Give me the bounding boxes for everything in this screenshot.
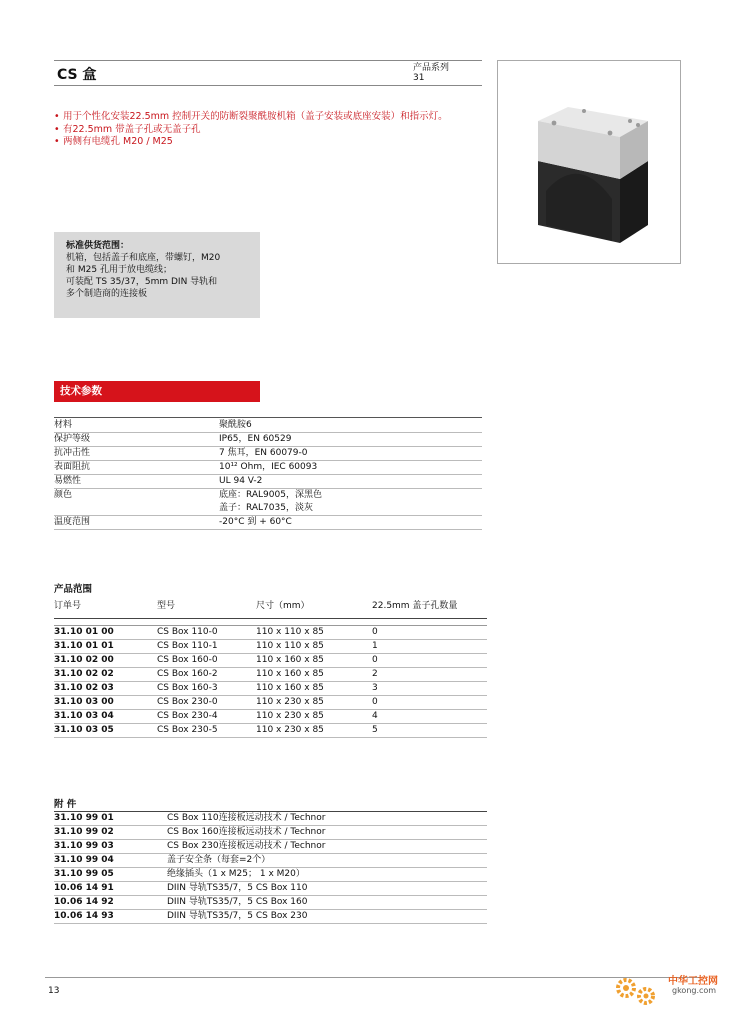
order-number: 31.10 01 01 (54, 641, 114, 651)
accessory-description: CS Box 230连接板远动技术 / Technor (167, 841, 326, 851)
accessories-section-title: 附 件 (54, 799, 77, 810)
table-row (54, 654, 487, 668)
tech-value-line: 底座：RAL9005，深黑色 (219, 490, 322, 500)
model: CS Box 110-1 (157, 641, 218, 651)
tech-value: UL 94 V-2 (219, 476, 263, 486)
feature-list (54, 111, 474, 149)
table-row (54, 868, 487, 882)
table-row (54, 489, 482, 516)
dimensions: 110 x 230 x 85 (256, 697, 324, 707)
table-row (54, 896, 487, 910)
order-number: 31.10 99 05 (54, 869, 114, 879)
dimensions: 110 x 230 x 85 (256, 711, 324, 721)
supply-line: 和 M25 孔用于放电缆线； (66, 265, 172, 275)
order-number: 31.10 99 01 (54, 813, 114, 823)
feature-item: • 有22.5mm 带盖子孔或无盖子孔 (54, 124, 474, 137)
model: CS Box 160-3 (157, 683, 218, 693)
supply-line: 机箱，包括盖子和底座，带螺钉，M20 (66, 253, 221, 263)
table-row (54, 447, 482, 461)
range-table-header (54, 599, 487, 619)
page-title: CS 盒 (57, 67, 97, 83)
order-number: 10.06 14 93 (54, 911, 114, 921)
order-number: 31.10 99 04 (54, 855, 114, 865)
tech-value: 聚酰胺6 (219, 420, 252, 430)
dimensions: 110 x 110 x 85 (256, 641, 324, 651)
column-header: 型号 (157, 601, 176, 611)
model: CS Box 160-2 (157, 669, 218, 679)
dimensions: 110 x 160 x 85 (256, 655, 324, 665)
tech-value: -20°C 到 + 60°C (219, 517, 292, 527)
series-label: 产品系列 (413, 63, 450, 73)
tech-value: IP65，EN 60529 (219, 434, 292, 444)
tech-table (54, 419, 482, 530)
order-number: 31.10 99 03 (54, 841, 114, 851)
dimensions: 110 x 230 x 85 (256, 725, 324, 735)
tech-label: 颜色 (54, 490, 73, 500)
table-row (54, 640, 487, 654)
tech-label: 材料 (54, 420, 73, 430)
footer-rule (45, 977, 700, 978)
range-table (54, 625, 487, 738)
hole-count: 2 (372, 669, 378, 679)
column-header: 订单号 (54, 601, 82, 611)
order-number: 31.10 01 00 (54, 627, 114, 637)
table-row (54, 882, 487, 896)
supply-line: 多个制造商的连接板 (66, 289, 148, 299)
hole-count: 0 (372, 627, 378, 637)
table-row (54, 419, 482, 433)
accessory-description: 盖子安全条（每套=2个） (167, 855, 271, 865)
dimensions: 110 x 110 x 85 (256, 627, 324, 637)
tech-label: 保护等级 (54, 434, 91, 444)
order-number: 31.10 99 02 (54, 827, 114, 837)
hole-count: 5 (372, 725, 378, 735)
column-header: 22.5mm 盖子孔数量 (372, 601, 458, 611)
order-number: 31.10 03 05 (54, 725, 114, 735)
hole-count: 0 (372, 697, 378, 707)
tech-value: 10¹² Ohm，IEC 60093 (219, 462, 318, 472)
tech-label: 抗冲击性 (54, 448, 91, 458)
tech-value: 7 焦耳，EN 60079-0 (219, 448, 308, 458)
feature-item: • 用于个性化安装22.5mm 控制开关的防断裂聚酰胺机箱（盖子安装或底座安装）和指示灯。 (54, 111, 474, 124)
table-row (54, 724, 487, 738)
table-row (54, 626, 487, 640)
supply-title: 标准供货范围： (66, 241, 130, 251)
accessory-description: DIIN 导轨TS35/7，5 CS Box 230 (167, 911, 308, 921)
series-number: 31 (413, 73, 425, 83)
model: CS Box 110-0 (157, 627, 218, 637)
model: CS Box 230-4 (157, 711, 218, 721)
accessories-table (54, 811, 487, 924)
table-row (54, 461, 482, 475)
range-section-title: 产品范围 (54, 584, 93, 595)
order-number: 10.06 14 92 (54, 897, 114, 907)
table-row (54, 826, 487, 840)
table-row (54, 433, 482, 447)
product-image (497, 60, 681, 264)
dimensions: 110 x 160 x 85 (256, 683, 324, 693)
order-number: 31.10 03 00 (54, 697, 114, 707)
order-number: 10.06 14 91 (54, 883, 114, 893)
accessory-description: DIIN 导轨TS35/7，5 CS Box 160 (167, 897, 308, 907)
table-row (54, 910, 487, 924)
tech-value-line: 盖子：RAL7035，淡灰 (219, 503, 313, 513)
accessory-description: DIIN 导轨TS35/7，5 CS Box 110 (167, 883, 308, 893)
dimensions: 110 x 160 x 85 (256, 669, 324, 679)
table-row (54, 668, 487, 682)
table-row (54, 696, 487, 710)
tech-value-multiline (219, 489, 482, 515)
model: CS Box 230-5 (157, 725, 218, 735)
hole-count: 1 (372, 641, 378, 651)
table-row (54, 475, 482, 489)
tech-label: 温度范围 (54, 517, 91, 527)
accessory-description: CS Box 110连接板远动技术 / Technor (167, 813, 326, 823)
tech-label: 易燃性 (54, 476, 82, 486)
accessory-description: 绝缘插头（1 x M25； 1 x M20） (167, 869, 305, 879)
supply-line: 可装配 TS 35/37，5mm DIN 导轨和 (66, 277, 218, 287)
tech-label: 表面阻抗 (54, 462, 91, 472)
table-row (54, 710, 487, 724)
order-number: 31.10 02 02 (54, 669, 114, 679)
page-number: 13 (48, 986, 60, 996)
model: CS Box 160-0 (157, 655, 218, 665)
tech-section-heading: 技术参数 (54, 381, 260, 402)
model: CS Box 230-0 (157, 697, 218, 707)
hole-count: 3 (372, 683, 378, 693)
table-row (54, 516, 482, 530)
order-number: 31.10 03 04 (54, 711, 114, 721)
table-row (54, 840, 487, 854)
order-number: 31.10 02 03 (54, 683, 114, 693)
accessory-description: CS Box 160连接板远动技术 / Technor (167, 827, 326, 837)
feature-item: • 两侧有电缆孔 M20 / M25 (54, 136, 474, 149)
table-row (54, 812, 487, 826)
watermark-url: gkong.com (672, 986, 717, 995)
cs-box-illustration (498, 61, 680, 263)
watermark-name: 中华工控网 (668, 976, 718, 987)
header-rule-bottom (54, 85, 482, 86)
hole-count: 4 (372, 711, 378, 721)
table-row (54, 854, 487, 868)
table-row (54, 682, 487, 696)
header-rule-top (54, 60, 482, 61)
column-header: 尺寸（mm） (256, 601, 310, 611)
tech-table-rule (54, 417, 482, 418)
standard-supply-box (54, 232, 260, 318)
hole-count: 0 (372, 655, 378, 665)
order-number: 31.10 02 00 (54, 655, 114, 665)
